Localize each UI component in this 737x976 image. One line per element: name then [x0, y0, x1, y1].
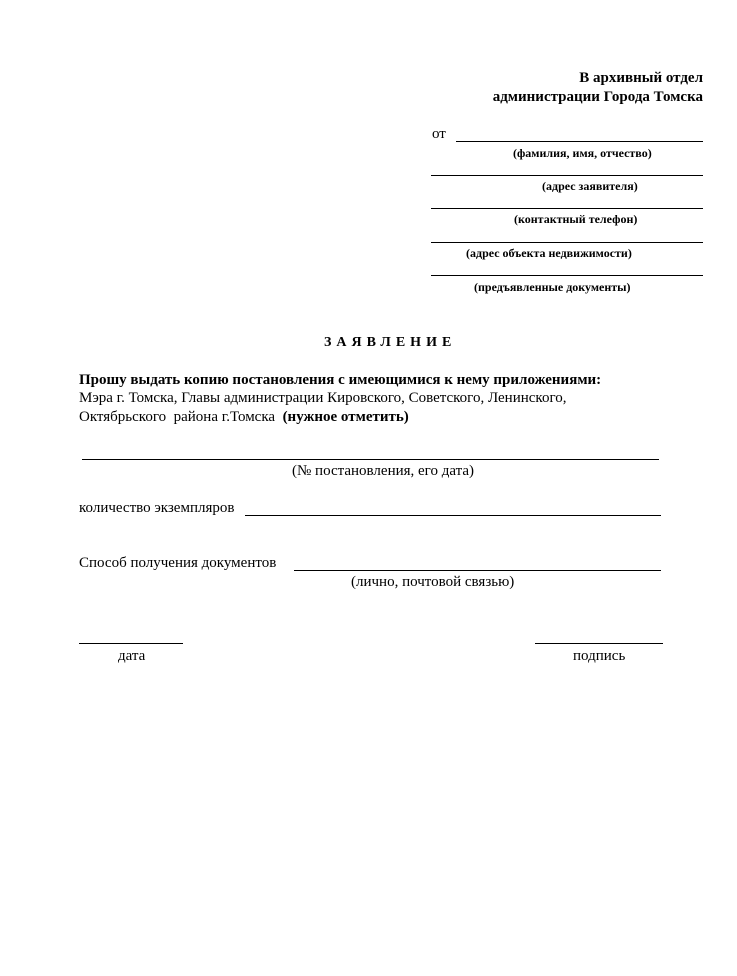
- request-line-3-text: Октябрьского района г.Томска: [79, 409, 283, 425]
- fullname-caption: (фамилия, имя, отчество): [513, 146, 652, 160]
- address-caption: (адрес заявителя): [542, 179, 638, 193]
- request-line-3: [79, 409, 409, 426]
- date-line[interactable]: [79, 643, 183, 644]
- signature-line[interactable]: [535, 643, 663, 644]
- addressee-line-2: администрации Города Томска: [492, 89, 703, 105]
- fullname-line[interactable]: [456, 141, 703, 142]
- delivery-label: Способ получения документов: [79, 555, 277, 571]
- request-line-1: Прошу выдать копию постановления с имеющимися к нему приложениями:: [79, 372, 602, 388]
- resolution-caption: (№ постановления, его дата): [292, 463, 474, 479]
- delivery-caption: (лично, почтовой связью): [351, 574, 515, 590]
- documents-caption: (предъявленные документы): [474, 280, 631, 294]
- resolution-line[interactable]: [82, 459, 659, 460]
- signature-caption: подпись: [573, 648, 626, 664]
- document-title: ЗАЯВЛЕНИЕ: [324, 335, 457, 350]
- phone-line[interactable]: [431, 208, 703, 209]
- from-label: от: [432, 126, 446, 142]
- request-line-2: Мэра г. Томска, Главы администрации Кировского, Советского, Ленинского,: [79, 390, 567, 406]
- property-caption: (адрес объекта недвижимости): [466, 246, 632, 260]
- delivery-line[interactable]: [294, 570, 661, 571]
- property-line[interactable]: [431, 242, 703, 243]
- phone-caption: (контактный телефон): [514, 212, 638, 226]
- copies-label: количество экземпляров: [79, 500, 235, 516]
- copies-line[interactable]: [245, 515, 661, 516]
- address-line[interactable]: [431, 175, 703, 176]
- addressee-line-1: В архивный отдел: [579, 70, 703, 86]
- request-line-3-note: (нужное отметить): [282, 409, 409, 425]
- documents-line[interactable]: [431, 275, 703, 276]
- date-caption: дата: [118, 648, 146, 664]
